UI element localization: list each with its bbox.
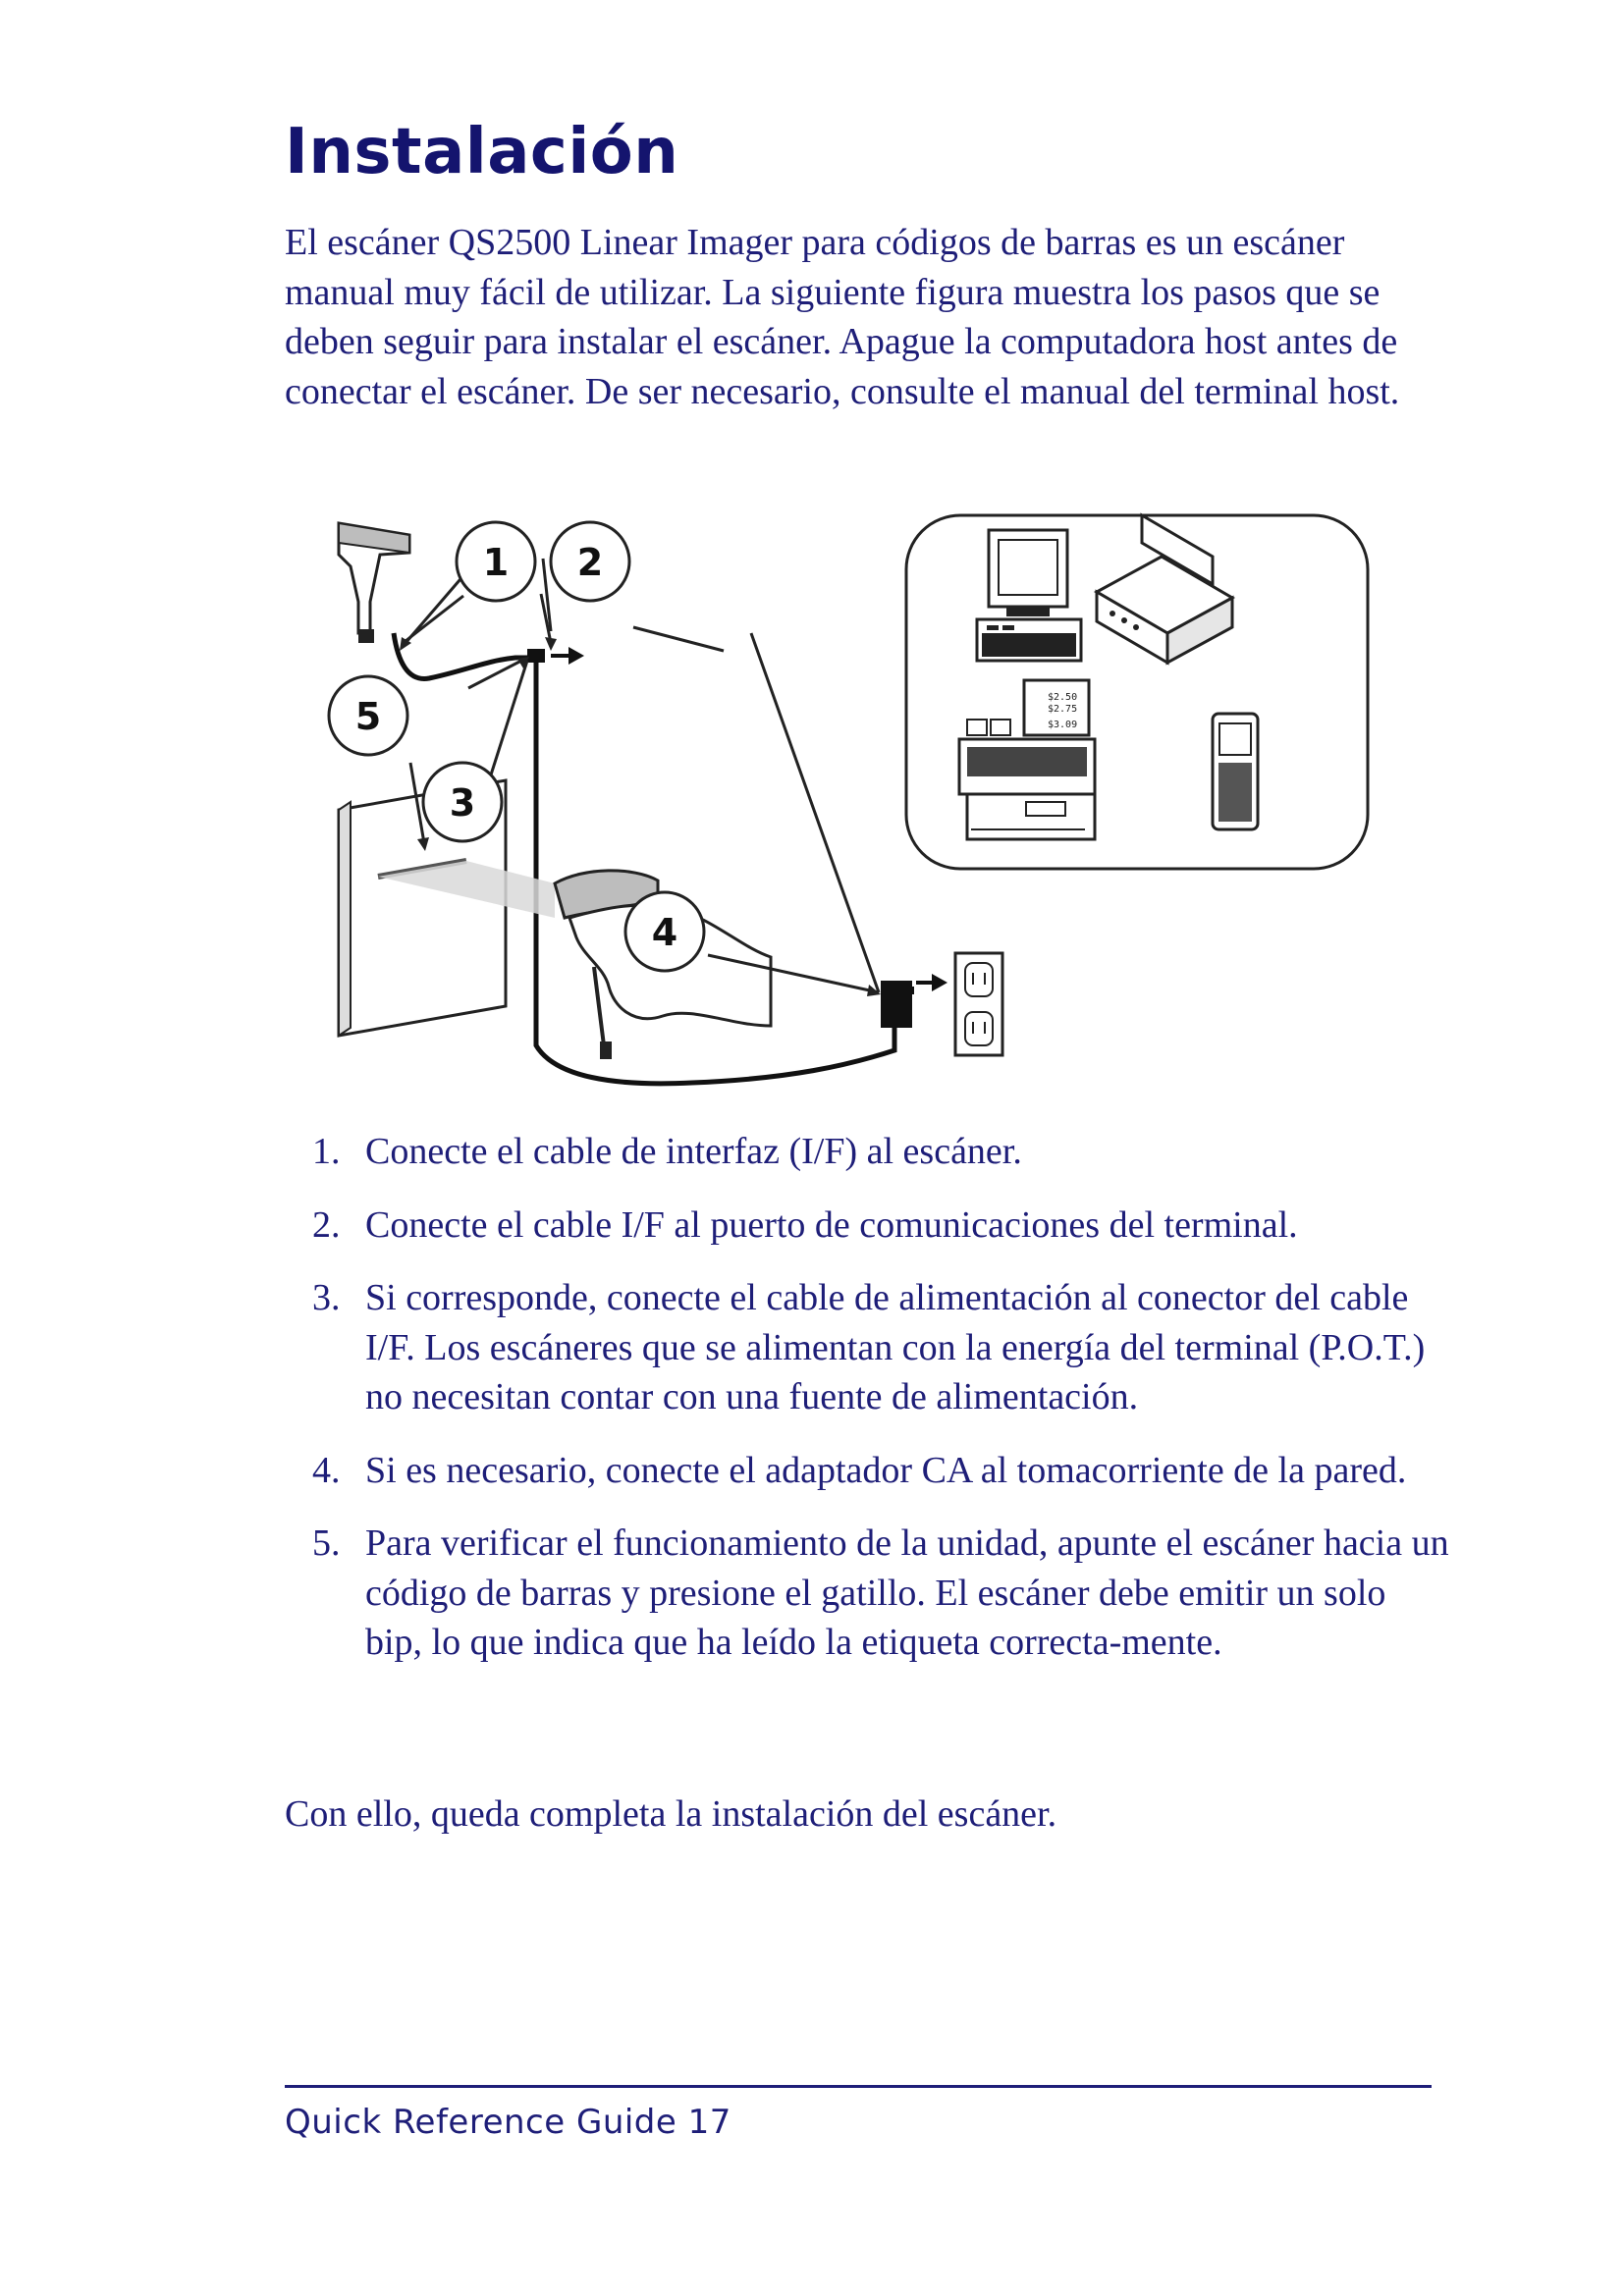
svg-text:2: 2: [576, 541, 604, 584]
register-price: $2.50: [1048, 692, 1078, 703]
step-number: 5.: [312, 1522, 341, 1564]
handheld-terminal-icon: [1213, 714, 1258, 829]
step-text: Conecte el cable de interfaz (I/F) al escáner.: [365, 1131, 1022, 1172]
list-item: [312, 1519, 1451, 1668]
interface-cable: [394, 633, 543, 678]
installation-figure: [319, 496, 1399, 1104]
list-item: [312, 1201, 1451, 1251]
page-title: Instalación: [285, 116, 679, 188]
svg-text:5: 5: [354, 695, 382, 738]
page-footer: Quick Reference Guide 17: [285, 2103, 731, 2142]
svg-text:1: 1: [482, 541, 510, 584]
step-text: Si corresponde, conecte el cable de alimentación al conector del cable I/F. Los escáneres que se alimentan con la energía del terminal (P.O.T.) no necesitan contar con una fuente de alimentación.: [365, 1277, 1426, 1417]
installation-steps: [312, 1127, 1451, 1691]
step-text: Conecte el cable I/F al puerto de comunicaciones del terminal.: [365, 1203, 1298, 1246]
closing-paragraph: Con ello, queda completa la instalación del escáner.: [285, 1793, 1057, 1835]
wall-outlet-icon: [955, 953, 1002, 1055]
register-price: $2.75: [1048, 704, 1078, 715]
svg-text:3: 3: [449, 781, 476, 825]
scanner-icon: [339, 523, 409, 643]
step-number: 2.: [312, 1203, 341, 1246]
list-item: [312, 1273, 1451, 1422]
list-item: [312, 1446, 1451, 1496]
step-number: 1.: [312, 1131, 341, 1172]
svg-text:4: 4: [651, 911, 678, 954]
step-text: Si es necesario, conecte el adaptador CA al tomacorriente de la pared.: [365, 1449, 1407, 1491]
step-number: 4.: [312, 1449, 341, 1491]
list-item: [312, 1127, 1451, 1177]
callout-4: [625, 892, 704, 971]
cash-register-icon: [959, 680, 1095, 839]
callout-3: [423, 763, 502, 841]
cable-connector-icon: [527, 649, 545, 663]
power-adapter-icon: [881, 981, 914, 1028]
callout-1: [457, 522, 535, 601]
callout-5: [329, 676, 407, 755]
step-text: Para verificar el funcionamiento de la unidad, apunte el escáner hacia un código de barras y presione el gatillo. El escáner debe emitir un solo bip, lo que indica que ha leído la etiqueta correcta-mente.: [365, 1522, 1449, 1663]
arrow-icon: [545, 637, 557, 651]
printer-terminal-icon: [1097, 515, 1232, 663]
callout-2: [551, 522, 629, 601]
step-number: 3.: [312, 1277, 341, 1318]
intro-paragraph: El escáner QS2500 Linear Imager para códigos de barras es un escáner manual muy fácil de utilizar. La siguiente figura muestra los pasos que se deben seguir para instalar el escáner. Apague la computadora host antes de conectar el escáner. De ser necesario, consulte el manual del terminal host.: [285, 222, 1400, 412]
register-price: $3.09: [1048, 720, 1078, 730]
computer-terminal-icon: [977, 530, 1081, 661]
footer-divider: [285, 2085, 1432, 2088]
